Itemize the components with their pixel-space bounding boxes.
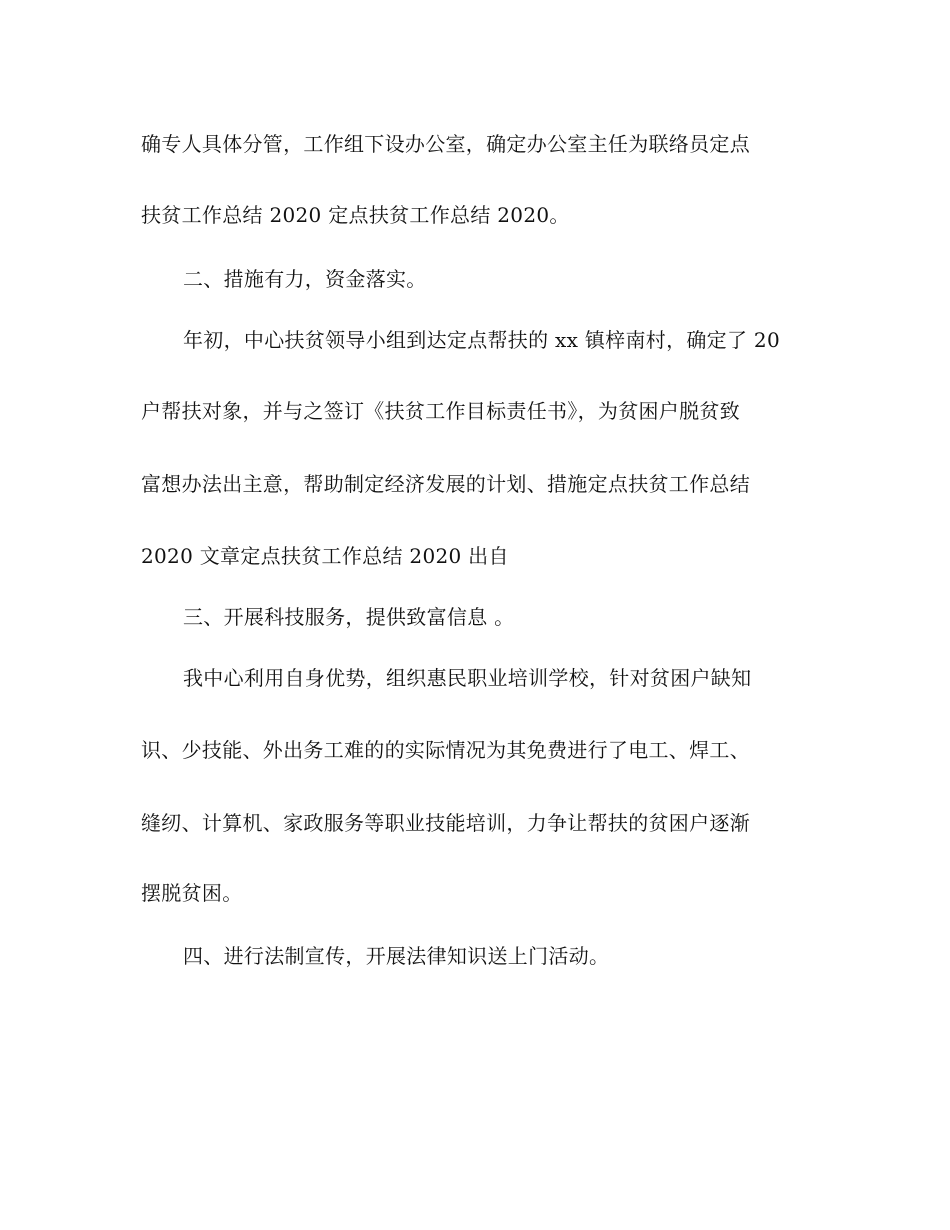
- text-line: 我中心利用自身优势，组织惠民职业培训学校，针对贫困户缺知: [183, 666, 752, 690]
- section-heading: 二、措施有力，资金落实。: [183, 267, 427, 291]
- text-line: 年初，中心扶贫领导小组到达定点帮扶的 xx 镇梓南村，确定了 20: [183, 328, 780, 352]
- section-heading: 三、开展科技服务，提供致富信息 。: [183, 605, 515, 629]
- text-line: 扶贫工作总结 2020 定点扶贫工作总结 2020。: [141, 203, 570, 227]
- section-heading: 四、进行法制宣传，开展法律知识送上门活动。: [183, 944, 610, 968]
- text-line: 确专人具体分管，工作组下设办公室，确定办公室主任为联络员定点: [141, 132, 750, 156]
- text-line: 摆脱贫困。: [141, 881, 243, 905]
- text-line: 2020 文章定点扶贫工作总结 2020 出自: [141, 544, 509, 568]
- text-line: 缝纫、计算机、家政服务等职业技能培训，力争让帮扶的贫困户逐渐: [141, 811, 750, 835]
- text-line: 户帮扶对象，并与之签订《扶贫工作目标责任书》，为贫困户脱贫致: [141, 399, 740, 423]
- text-line: 识、少技能、外出务工难的的实际情况为其免费进行了电工、焊工、: [141, 738, 750, 762]
- text-line: 富想办法出主意，帮助制定经济发展的计划、措施定点扶贫工作总结: [141, 472, 750, 496]
